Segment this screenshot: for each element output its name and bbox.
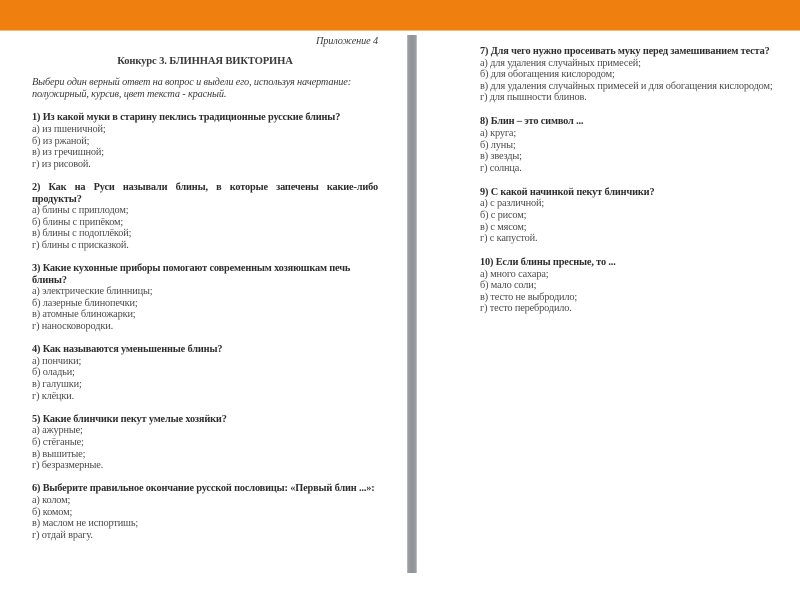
question-2 bbox=[32, 182, 378, 252]
answer-option: а) для удаления случайных примесей; bbox=[480, 57, 641, 69]
answer-option: а) ажурные; bbox=[32, 425, 83, 437]
page-right bbox=[480, 46, 800, 327]
answer-option: б) оладьи; bbox=[32, 367, 75, 379]
answer-option: г) из рисовой. bbox=[32, 158, 91, 170]
question-text: 7) Для чего нужно просеивать муку перед замешиванием теста? bbox=[480, 46, 770, 57]
answer-option: а) много сахара; bbox=[480, 268, 549, 280]
answer-option: г) тесто перебродило. bbox=[480, 303, 572, 315]
answer-option: б) лазерные блинопечки; bbox=[32, 297, 138, 309]
answer-option: а) из пшеничной; bbox=[32, 123, 106, 135]
answer-option: а) пончики; bbox=[32, 355, 82, 367]
question-text: 8) Блин – это символ ... bbox=[480, 116, 584, 128]
question-5 bbox=[32, 414, 378, 472]
question-text: 5) Какие блинчики пекут умелые хозяйки? bbox=[32, 413, 227, 425]
answer-option: в) вышитые; bbox=[32, 448, 86, 460]
answer-option: б) мало соли; bbox=[480, 280, 537, 292]
answer-option: в) с мясом; bbox=[480, 221, 527, 233]
answer-option: б) комом; bbox=[32, 506, 73, 518]
answer-option: в) для удаления случайных примесей и для обогащения кислородом; bbox=[480, 80, 773, 92]
answer-option: б) стёганые; bbox=[32, 437, 84, 448]
answer-option: в) галушки; bbox=[32, 379, 82, 391]
answer-option: г) безразмерные. bbox=[32, 460, 104, 472]
question-8 bbox=[480, 116, 800, 174]
question-text: 2) Как на Руси называли блины, в которые запечены какие-либо продукты? bbox=[32, 181, 378, 205]
question-4 bbox=[32, 344, 378, 402]
answer-option: г) клёцки. bbox=[32, 390, 75, 402]
answer-option: а) блины с приплодом; bbox=[32, 205, 129, 217]
answer-option: а) электрические блинницы; bbox=[32, 286, 153, 298]
question-6 bbox=[32, 483, 378, 541]
question-text: 3) Какие кухонные приборы помогают современным хозяюшкам печь блины? bbox=[32, 263, 351, 286]
question-text: 9) С какой начинкой пекут блинчики? bbox=[480, 186, 655, 198]
answer-option: а) колом; bbox=[32, 494, 71, 506]
answer-option: б) с рисом; bbox=[480, 209, 527, 221]
question-7 bbox=[480, 46, 800, 104]
answer-option: г) для пышности блинов. bbox=[480, 92, 587, 104]
question-text: 1) Из какой муки в старину пеклись традиционные русские блины? bbox=[32, 112, 341, 124]
answer-option: в) из гречишной; bbox=[32, 147, 104, 159]
answer-option: а) с различной; bbox=[480, 198, 545, 210]
question-text: 4) Как называются уменьшенные блины? bbox=[32, 344, 223, 356]
answer-option: г) блины с присказкой. bbox=[32, 239, 129, 251]
page-divider bbox=[407, 35, 417, 573]
answer-option: а) круга; bbox=[480, 127, 517, 139]
answer-option: г) отдай врагу. bbox=[32, 529, 93, 541]
question-9 bbox=[480, 187, 800, 245]
answer-option: в) атомные блиножарки; bbox=[32, 309, 136, 321]
appendix-label: Приложение 4 bbox=[315, 36, 378, 47]
quiz-title: Конкурс 3. БЛИННАЯ ВИКТОРИНА bbox=[117, 55, 293, 67]
answer-option: б) для обогащения кислородом; bbox=[480, 69, 615, 81]
answer-option: г) наносковородки. bbox=[32, 321, 113, 333]
question-text: 6) Выберите правильное окончание русской пословицы: «Первый блин ...»: bbox=[32, 483, 375, 495]
answer-option: в) звезды; bbox=[480, 151, 522, 163]
answer-option: в) блины с подоплёкой; bbox=[32, 228, 132, 240]
answer-option: б) блины с припёком; bbox=[32, 216, 124, 228]
question-text: 10) Если блины пресные, то ... bbox=[480, 257, 616, 269]
page-left bbox=[32, 36, 378, 553]
quiz-instruction: Выбери один верный ответ на вопрос и выдели его, используя начертание: полужирный, курсив, цвет текста - красный. bbox=[32, 77, 351, 100]
question-3 bbox=[32, 263, 378, 333]
answer-option: г) с капустой. bbox=[480, 233, 538, 245]
answer-option: в) маслом не испортишь; bbox=[32, 518, 139, 530]
answer-option: б) луны; bbox=[480, 139, 516, 151]
answer-option: в) тесто не выбродило; bbox=[480, 291, 578, 303]
question-1 bbox=[32, 112, 378, 170]
answer-option: б) из ржаной; bbox=[32, 135, 90, 147]
answer-option: г) солнца. bbox=[480, 162, 522, 174]
header-bar bbox=[0, 0, 800, 31]
question-10 bbox=[480, 257, 800, 315]
